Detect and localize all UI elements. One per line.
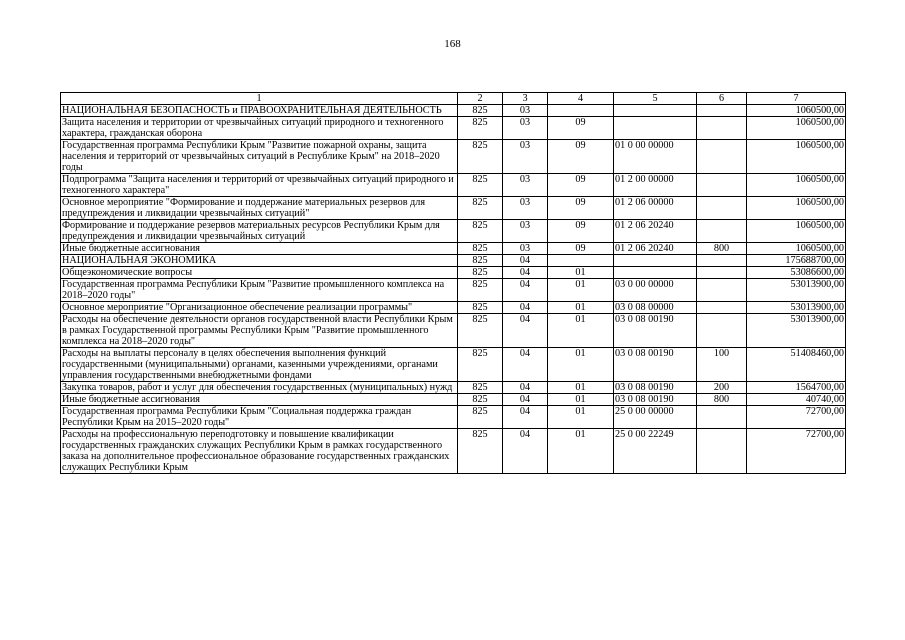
cell-expense-type: [697, 429, 747, 474]
cell-subsection: 09: [548, 140, 614, 174]
cell-amount: 53013900,00: [747, 279, 846, 302]
table-row: [61, 382, 846, 394]
cell-target-article: 25 0 00 00000: [614, 406, 697, 429]
cell-grbs: 825: [458, 279, 503, 302]
cell-name: Закупка товаров, работ и услуг для обеспечения государственных (муниципальных) нужд: [61, 382, 458, 394]
cell-name: Подпрограмма "Защита населения и территорий от чрезвычайных ситуаций природного и техногенного характера": [61, 174, 458, 197]
table-row: [61, 394, 846, 406]
cell-grbs: 825: [458, 140, 503, 174]
cell-section: 04: [503, 314, 548, 348]
cell-target-article: [614, 117, 697, 140]
cell-name: Защита населения и территории от чрезвычайных ситуаций природного и техногенного характера, гражданская оборона: [61, 117, 458, 140]
table-row: [61, 348, 846, 382]
cell-target-article: 01 2 06 20240: [614, 243, 697, 255]
cell-name: Основное мероприятие "Организационное обеспечение реализации программы": [61, 302, 458, 314]
table-row: [61, 117, 846, 140]
header-col-5: 5: [614, 93, 697, 105]
table-row: [61, 105, 846, 117]
cell-name: Государственная программа Республики Крым "Развитие промышленного комплекса на 2018–2020 годы": [61, 279, 458, 302]
cell-subsection: 09: [548, 174, 614, 197]
cell-expense-type: 800: [697, 243, 747, 255]
cell-section: 04: [503, 302, 548, 314]
cell-grbs: 825: [458, 117, 503, 140]
cell-target-article: 03 0 00 00000: [614, 279, 697, 302]
table-row: [61, 429, 846, 474]
cell-grbs: 825: [458, 220, 503, 243]
cell-grbs: 825: [458, 429, 503, 474]
cell-grbs: 825: [458, 243, 503, 255]
cell-expense-type: 200: [697, 382, 747, 394]
cell-amount: 1060500,00: [747, 197, 846, 220]
cell-amount: 40740,00: [747, 394, 846, 406]
cell-grbs: 825: [458, 302, 503, 314]
cell-name: Расходы на профессиональную переподготовку и повышение квалификации государственных гражданских служащих Республики Крым в рамках государственного заказа на дополнительное профессиональное образование государственных гражданских служащих Республики Крым: [61, 429, 458, 474]
cell-subsection: 01: [548, 394, 614, 406]
cell-expense-type: [697, 174, 747, 197]
cell-grbs: 825: [458, 314, 503, 348]
cell-subsection: 01: [548, 279, 614, 302]
cell-name: Иные бюджетные ассигнования: [61, 394, 458, 406]
cell-expense-type: [697, 220, 747, 243]
cell-expense-type: [697, 197, 747, 220]
cell-name: Основное мероприятие "Формирование и поддержание материальных резервов для предупреждения и ликвидации чрезвычайных ситуаций": [61, 197, 458, 220]
cell-amount: 51408460,00: [747, 348, 846, 382]
table-row: [61, 140, 846, 174]
cell-subsection: 09: [548, 197, 614, 220]
cell-section: 03: [503, 174, 548, 197]
cell-expense-type: [697, 406, 747, 429]
cell-expense-type: [697, 302, 747, 314]
cell-subsection: 01: [548, 382, 614, 394]
cell-target-article: [614, 255, 697, 267]
cell-grbs: 825: [458, 197, 503, 220]
cell-section: 03: [503, 117, 548, 140]
cell-grbs: 825: [458, 105, 503, 117]
cell-grbs: 825: [458, 174, 503, 197]
cell-amount: 1060500,00: [747, 117, 846, 140]
cell-section: 03: [503, 140, 548, 174]
cell-name: Иные бюджетные ассигнования: [61, 243, 458, 255]
page-number: 168: [444, 38, 461, 50]
cell-section: 04: [503, 255, 548, 267]
cell-amount: 1564700,00: [747, 382, 846, 394]
cell-grbs: 825: [458, 348, 503, 382]
cell-section: 04: [503, 429, 548, 474]
cell-grbs: 825: [458, 382, 503, 394]
cell-target-article: 01 2 06 20240: [614, 220, 697, 243]
cell-name: Расходы на выплаты персоналу в целях обеспечения выполнения функций государственными (муниципальными) органами, казенными учреждениями, органами управления государственными внебюджетными фондами: [61, 348, 458, 382]
cell-target-article: 25 0 00 22249: [614, 429, 697, 474]
table-row: [61, 220, 846, 243]
cell-subsection: 01: [548, 302, 614, 314]
cell-target-article: 01 0 00 00000: [614, 140, 697, 174]
table-header-row: [61, 93, 846, 105]
cell-amount: 1060500,00: [747, 243, 846, 255]
cell-expense-type: [697, 314, 747, 348]
budget-table: [60, 92, 846, 474]
cell-section: 04: [503, 348, 548, 382]
table-row: [61, 243, 846, 255]
cell-amount: 72700,00: [747, 406, 846, 429]
cell-subsection: 09: [548, 220, 614, 243]
cell-target-article: 03 0 08 00190: [614, 382, 697, 394]
header-col-7: 7: [747, 93, 846, 105]
cell-target-article: 03 0 08 00000: [614, 302, 697, 314]
cell-subsection: 01: [548, 406, 614, 429]
cell-amount: 1060500,00: [747, 105, 846, 117]
cell-amount: 1060500,00: [747, 220, 846, 243]
cell-section: 04: [503, 267, 548, 279]
cell-subsection: 09: [548, 117, 614, 140]
cell-expense-type: [697, 267, 747, 279]
header-col-1: 1: [61, 93, 458, 105]
cell-amount: 53086600,00: [747, 267, 846, 279]
cell-name: Общеэкономические вопросы: [61, 267, 458, 279]
cell-section: 04: [503, 406, 548, 429]
cell-amount: 1060500,00: [747, 140, 846, 174]
cell-subsection: 01: [548, 267, 614, 279]
cell-grbs: 825: [458, 267, 503, 279]
header-col-3: 3: [503, 93, 548, 105]
cell-target-article: 03 0 08 00190: [614, 348, 697, 382]
cell-name: Государственная программа Республики Крым "Развитие пожарной охраны, защита населения и территорий от чрезвычайных ситуаций в Республике Крым" на 2018–2020 годы: [61, 140, 458, 174]
cell-name: Формирование и поддержание резервов материальных ресурсов Республики Крым для предупреждения и ликвидации чрезвычайных ситуаций: [61, 220, 458, 243]
table-row: [61, 302, 846, 314]
cell-name: НАЦИОНАЛЬНАЯ БЕЗОПАСНОСТЬ и ПРАВООХРАНИТЕЛЬНАЯ ДЕЯТЕЛЬНОСТЬ: [61, 105, 458, 117]
table-row: [61, 267, 846, 279]
cell-subsection: 01: [548, 314, 614, 348]
table-row: [61, 279, 846, 302]
table-row: [61, 197, 846, 220]
cell-target-article: 01 2 06 00000: [614, 197, 697, 220]
cell-section: 04: [503, 394, 548, 406]
cell-section: 04: [503, 279, 548, 302]
header-col-6: 6: [697, 93, 747, 105]
cell-expense-type: [697, 255, 747, 267]
header-col-2: 2: [458, 93, 503, 105]
cell-expense-type: [697, 140, 747, 174]
cell-amount: 72700,00: [747, 429, 846, 474]
cell-grbs: 825: [458, 255, 503, 267]
cell-section: 03: [503, 243, 548, 255]
cell-amount: 1060500,00: [747, 174, 846, 197]
cell-section: 03: [503, 105, 548, 117]
table-row: [61, 255, 846, 267]
cell-expense-type: 100: [697, 348, 747, 382]
cell-target-article: 03 0 08 00190: [614, 314, 697, 348]
cell-target-article: [614, 267, 697, 279]
table-body: [61, 105, 846, 474]
cell-subsection: 01: [548, 429, 614, 474]
table-row: [61, 314, 846, 348]
cell-section: 03: [503, 197, 548, 220]
cell-grbs: 825: [458, 394, 503, 406]
cell-subsection: 09: [548, 243, 614, 255]
cell-target-article: 03 0 08 00190: [614, 394, 697, 406]
cell-subsection: [548, 105, 614, 117]
cell-expense-type: [697, 279, 747, 302]
cell-amount: 175688700,00: [747, 255, 846, 267]
cell-name: НАЦИОНАЛЬНАЯ ЭКОНОМИКА: [61, 255, 458, 267]
cell-amount: 53013900,00: [747, 302, 846, 314]
cell-target-article: 01 2 00 00000: [614, 174, 697, 197]
cell-name: Государственная программа Республики Крым "Социальная поддержка граждан Республики Крым на 2015–2020 годы": [61, 406, 458, 429]
cell-section: 04: [503, 382, 548, 394]
cell-subsection: [548, 255, 614, 267]
cell-expense-type: [697, 105, 747, 117]
cell-expense-type: 800: [697, 394, 747, 406]
cell-target-article: [614, 105, 697, 117]
header-col-4: 4: [548, 93, 614, 105]
table-row: [61, 406, 846, 429]
cell-name: Расходы на обеспечение деятельности органов государственной власти Республики Крым в рамках Государственной программы Республики Крым "Развитие промышленного комплекса на 2018–2020 годы": [61, 314, 458, 348]
cell-amount: 53013900,00: [747, 314, 846, 348]
cell-expense-type: [697, 117, 747, 140]
cell-section: 03: [503, 220, 548, 243]
table-row: [61, 174, 846, 197]
cell-subsection: 01: [548, 348, 614, 382]
cell-grbs: 825: [458, 406, 503, 429]
